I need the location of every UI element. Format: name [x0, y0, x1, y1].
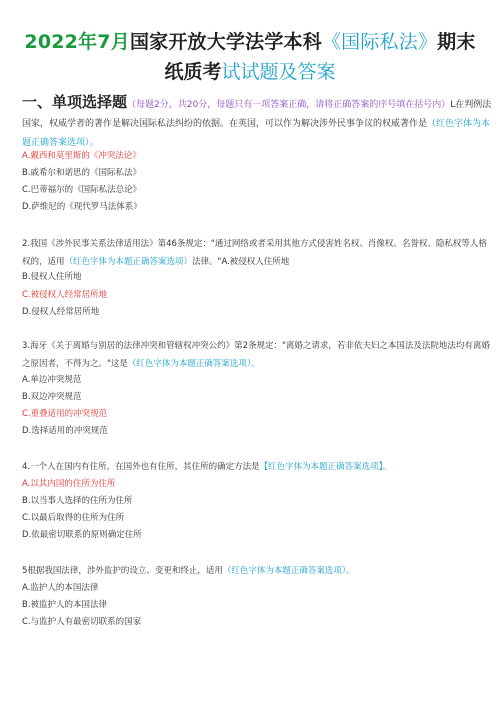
question-2-text: 2.我国《涉外民事关系法律适用法》第46条规定："通过网络或者采用其他方式侵害姓名权、肖像权、名誉权、隐私权等人格权的，适用 [22, 239, 487, 267]
q3-option-b: B.双边冲突规范 [22, 392, 82, 402]
q2-option-d: D.侵权人经常居所地 [22, 307, 100, 317]
q2-option-c: C.被侵权人经常居所地 [22, 290, 108, 300]
q5-option-c: C.与监护人有最密切联系的国家 [22, 617, 142, 627]
question-5-text: 5根据我国法律，涉外监护的设立、变更和终止，适用 [22, 566, 223, 576]
section-heading: 一、单项选择题 [22, 93, 128, 111]
q3-option-a: A.单边冲突规范 [22, 375, 82, 385]
title-main: 国家开放大学法学本科 [129, 31, 322, 53]
q5-option-b: B.被监护人的本国法律 [22, 600, 108, 610]
question-3-hint: （红色字体为本题正确答案选项）。 [127, 358, 260, 369]
q1-option-b: B.戚希尔和诺思的《国际私法》 [22, 168, 142, 178]
question-4-text: 4.一个人在国内有住所，在国外也有住所，其住所的确定方法是 [22, 462, 260, 472]
q3-option-c: C.重叠适用的冲突规范 [22, 409, 108, 419]
document-title [0, 30, 500, 54]
document-title-line2 [0, 60, 500, 84]
question-3-text: 3.海牙《关于离婚与别居的法律冲突和管辖权冲突公约》第2条规定："离婚之请求，若非依夫妇之本国法及法院地法均有离婚之原因者，不得为之。"这是 [22, 341, 490, 369]
q2-option-b: B.侵权人住所地 [22, 272, 82, 282]
question-2-tail: 法律。"A.被侵权人住所地 [192, 256, 290, 267]
question-2-hint: （红色字体为本题正确答案选项） [64, 256, 193, 267]
q1-option-c: C.巴蒂福尔的《国际私法总论》 [22, 185, 142, 195]
question-2 [22, 236, 492, 271]
q4-option-c: C.以最后取得的住所为住所 [22, 513, 125, 523]
title-course: 《国际私法》 [321, 31, 438, 53]
title-line2-a: 纸质考 [164, 61, 222, 83]
q4-option-a: A.以其内国的住所为住所 [22, 479, 116, 489]
title-end: 期末 [437, 31, 476, 53]
question-5 [22, 563, 492, 581]
question-5-hint: （红色字体为本题正确答案选项）。 [222, 566, 355, 576]
q3-option-d: D.选择适用的冲突规范 [22, 426, 108, 436]
q1-option-a: A.戴西和莫里斯的《冲突法论》 [22, 151, 141, 161]
question-3 [22, 338, 492, 373]
q4-option-d: D.依最密切联系的原则确定住所 [22, 530, 142, 540]
title-year: 2022年7月 [24, 31, 130, 53]
question-1-hint: （红色字体为本题正确答案选项）。 [22, 119, 491, 148]
title-line2-b: 试试题及答案 [221, 61, 336, 83]
q4-option-b: B.以当事人选择的住所为住所 [22, 496, 133, 506]
q1-option-d: D.萨维尼的《现代罗马法体系》 [22, 202, 142, 212]
q5-option-a: A.监护人的本国法律 [22, 583, 99, 593]
section-single-choice [22, 93, 492, 153]
question-4-hint: 【红色字体为本题正确答案选项】。 [259, 462, 392, 472]
section-note: （每题2分，共20分，每题只有一项答案正确，请将正确答案的序号填在括号内） [127, 100, 451, 110]
question-1-text: L在判例法国家，权威学者的著作是解决国际私法纠纷的依据。在英国，可以作为解决涉外民事争议的权威著作是 [22, 100, 492, 129]
question-4 [22, 459, 492, 477]
